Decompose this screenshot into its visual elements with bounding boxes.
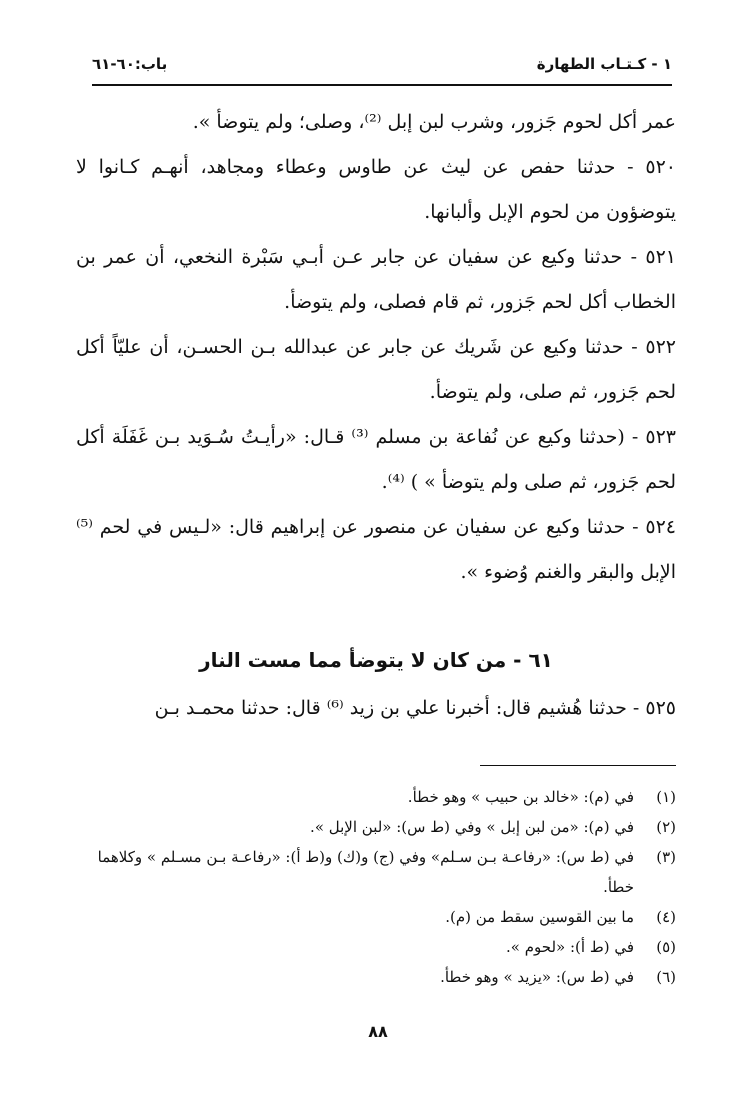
footnote-item [76, 842, 676, 902]
footnote-number: (٣) [656, 848, 676, 866]
footnote-text: ما بين القوسين سقط من (م). [445, 908, 634, 926]
footnote-number: (٦) [656, 968, 676, 986]
paragraph: ٥٢١ - حدثنا وكيع عن سفيان عن جابر عـن أبـي سَبْرة النخعي، أن عمر بن الخطاب أكل لحم جَزور، ثم قام فصلى، ولم يتوضأ. [76, 246, 676, 313]
footnote-item [76, 962, 676, 992]
footnote-divider [480, 765, 676, 766]
footnote-number: (١) [656, 788, 676, 806]
paragraph: ٥٢٠ - حدثنا حفص عن ليث عن طاوس وعطاء ومجاهد، أنهـم كـانوا لا يتوضؤون من لحوم الإبل وألبانها. [76, 156, 676, 223]
footnote-item [76, 812, 676, 842]
running-header [92, 44, 672, 86]
footnote-text: في (م): «من لبن إبل » وفي (ط س): «لبن الإبل ». [310, 818, 634, 836]
page-number: ٨٨ [368, 1022, 388, 1041]
paragraph: ٥٢٤ - حدثنا وكيع عن سفيان عن منصور عن إبراهيم قال: «لـيس في لحم ⁽⁵⁾ الإبل والبقر والغنم وُضوء ». [76, 516, 676, 583]
footnote-text: في (ط أ): «لحوم ». [506, 938, 634, 956]
section-heading: ٦١ - من كان لا يتوضأ مما مست النار [199, 648, 553, 672]
header-chapter-range: باب:٦٠-٦١ [92, 55, 168, 73]
footnote-number: (٥) [656, 938, 676, 956]
main-text [76, 100, 676, 595]
header-book-title: ١ - كـتـاب الطهارة [536, 55, 672, 73]
paragraph: ٥٢٢ - حدثنا وكيع عن شَريك عن جابر عن عبدالله بـن الحسـن، أن عليّاً أكل لحم جَزور، ثم صلى، ولم يتوضأ. [76, 336, 676, 403]
footnotes [76, 782, 676, 992]
footnote-number: (٤) [656, 908, 676, 926]
paragraph: ٥٢٣ - (حدثنا وكيع عن نُفاعة بن مسلم ⁽³⁾ قـال: «رأيـتُ سُـوَيد بـن غَفَلَة أكل لحم جَزور، ثم صلى ولم يتوضأ » ) ⁽⁴⁾. [76, 426, 676, 493]
main-text-continued [76, 688, 676, 728]
footnote-text: في (م): «خالد بن حبيب » وهو خطأ. [407, 788, 634, 806]
paragraph: ٥٢٥ - حدثنا هُشيم قال: أخبرنا علي بن زيد ⁽⁶⁾ قال: حدثنا محمـد بـن [154, 697, 676, 719]
footnote-item [76, 782, 676, 812]
footnote-text: في (ط س): «رفاعـة بـن سـلم» وفي (ج) و(ك) و(ط أ): «رفاعـة بـن مسـلم » وكلاهما خطأ. [97, 848, 634, 896]
footnote-text: في (ط س): «يزيد » وهو خطأ. [440, 968, 634, 986]
footnote-item [76, 902, 676, 932]
paragraph: عمر أكل لحوم جَزور، وشرب لبن إبل ⁽²⁾، وصلى؛ ولم يتوضأ ». [192, 111, 676, 133]
footnote-item [76, 932, 676, 962]
footnote-number: (٢) [656, 818, 676, 836]
